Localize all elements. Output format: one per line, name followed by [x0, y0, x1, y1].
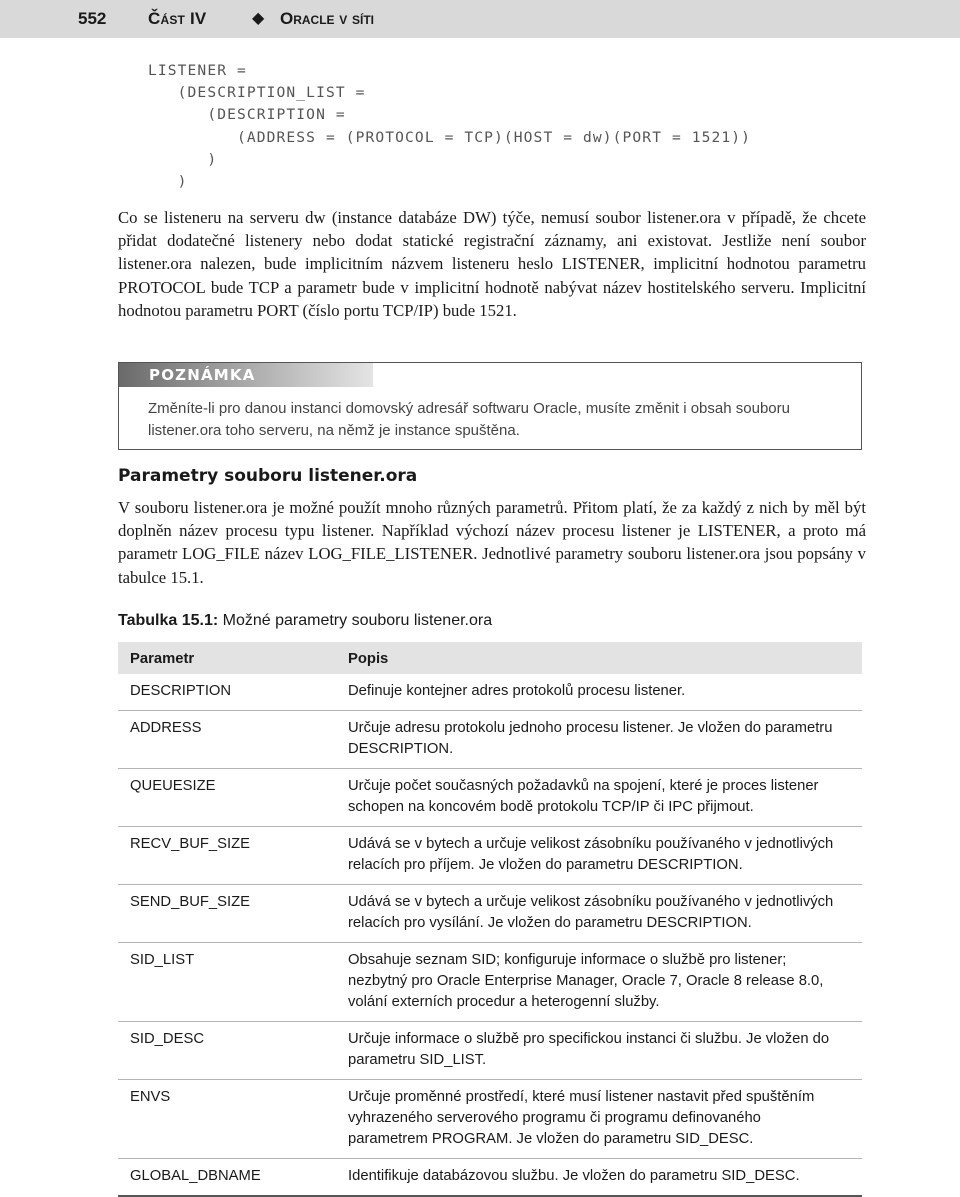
column-header-parameter: Parametr — [118, 642, 336, 674]
table-row — [118, 674, 862, 711]
table-row — [118, 1159, 862, 1197]
param-description: Obsahuje seznam SID; konfiguruje informace o službě pro listener; nezbytný pro Oracle Enterprise Manager, Oracle 7, Oracle 8 release 8.0, volání externích procedur a heterogenní služby. — [336, 943, 862, 1022]
diamond-icon: ◆ — [252, 8, 265, 27]
param-description: Určuje adresu protokolu jednoho procesu listener. Je vložen do parametru DESCRIPTION. — [336, 711, 862, 769]
table-row — [118, 1022, 862, 1080]
table-caption-text: Možné parametry souboru listener.ora — [222, 612, 493, 629]
param-name: ENVS — [118, 1080, 336, 1159]
param-description: Identifikuje databázovou službu. Je vložen do parametru SID_DESC. — [336, 1159, 862, 1197]
note-text: Změníte-li pro danou instanci domovský adresář softwaru Oracle, musíte změnit i obsah souboru listener.ora toho serveru, na němž je instance spuštěna. — [148, 400, 790, 439]
param-name: QUEUESIZE — [118, 769, 336, 827]
page-number: 552 — [78, 9, 107, 28]
table-header-row — [118, 642, 862, 674]
table-row — [118, 711, 862, 769]
table-row — [118, 1080, 862, 1159]
running-header — [0, 0, 960, 38]
param-name: SEND_BUF_SIZE — [118, 885, 336, 943]
param-description: Udává se v bytech a určuje velikost zásobníku používaného v jednotlivých relacích pro vysílání. Je vložen do parametru DESCRIPTION. — [336, 885, 862, 943]
code-block: LISTENER = (DESCRIPTION_LIST = (DESCRIPTION = (ADDRESS = (PROTOCOL = TCP)(HOST = dw)(PORT = 1521)) ) ) — [148, 62, 752, 191]
param-name: SID_DESC — [118, 1022, 336, 1080]
param-name: ADDRESS — [118, 711, 336, 769]
part-title: Část IV — [148, 9, 207, 28]
param-description: Určuje informace o službě pro specifickou instanci či službu. Je vložen do parametru SID_LIST. — [336, 1022, 862, 1080]
column-header-description: Popis — [336, 642, 862, 674]
table-row — [118, 885, 862, 943]
body-paragraph: Co se listeneru na serveru dw (instance databáze DW) týče, nemusí soubor listener.ora v případě, že chcete přidat dodatečné listenery nebo dodat statické registrační záznamy, ani existovat. Jestliže není soubor listener.ora nalezen, bude implicitním názvem listeneru heslo LISTENER, implicitní hodnotou parametru PROTOCOL bude TCP a parametr bude v implicitní hodnotě nabývat název hostitelského serveru. Implicitní hodnotou parametru PORT (číslo portu TCP/IP) bude 1521. — [118, 208, 866, 320]
body-paragraph-2: V souboru listener.ora je možné použít mnoho různých parametrů. Přitom platí, že za každý z nich by měl být doplněn název procesu typu listener. Například výchozí název procesu listener je LISTENER, a proto má parametr LOG_FILE název LOG_FILE_LISTENER. Jednotlivé parametry souboru listener.ora jsou popsány v tabulce 15.1. — [118, 498, 866, 587]
table-row — [118, 943, 862, 1022]
table-row — [118, 827, 862, 885]
table-caption-label: Tabulka 15.1: — [118, 612, 219, 629]
param-name: RECV_BUF_SIZE — [118, 827, 336, 885]
section-heading: Parametry souboru listener.ora — [118, 466, 418, 486]
param-description: Udává se v bytech a určuje velikost zásobníku používaného v jednotlivých relacích pro příjem. Je vložen do parametru DESCRIPTION. — [336, 827, 862, 885]
note-label-bar — [119, 363, 373, 387]
chapter-title: Oracle v síti — [280, 9, 375, 28]
param-description: Určuje proměnné prostředí, které musí listener nastavit před spuštěním vyhrazeného serverového programu či programu definovaného parametrem PROGRAM. Je vložen do parametru SID_DESC. — [336, 1080, 862, 1159]
parameters-table — [118, 642, 862, 1197]
table-caption — [118, 612, 492, 630]
note-label: POZNÁMKA — [149, 366, 256, 384]
param-description: Definuje kontejner adres protokolů procesu listener. — [336, 674, 862, 711]
param-name: GLOBAL_DBNAME — [118, 1159, 336, 1197]
param-name: DESCRIPTION — [118, 674, 336, 711]
param-name: SID_LIST — [118, 943, 336, 1022]
param-description: Určuje počet současných požadavků na spojení, které je proces listener schopen na koncovém bodě protokolu TCP/IP či IPC přijmout. — [336, 769, 862, 827]
note-box — [118, 362, 862, 450]
table-row — [118, 769, 862, 827]
